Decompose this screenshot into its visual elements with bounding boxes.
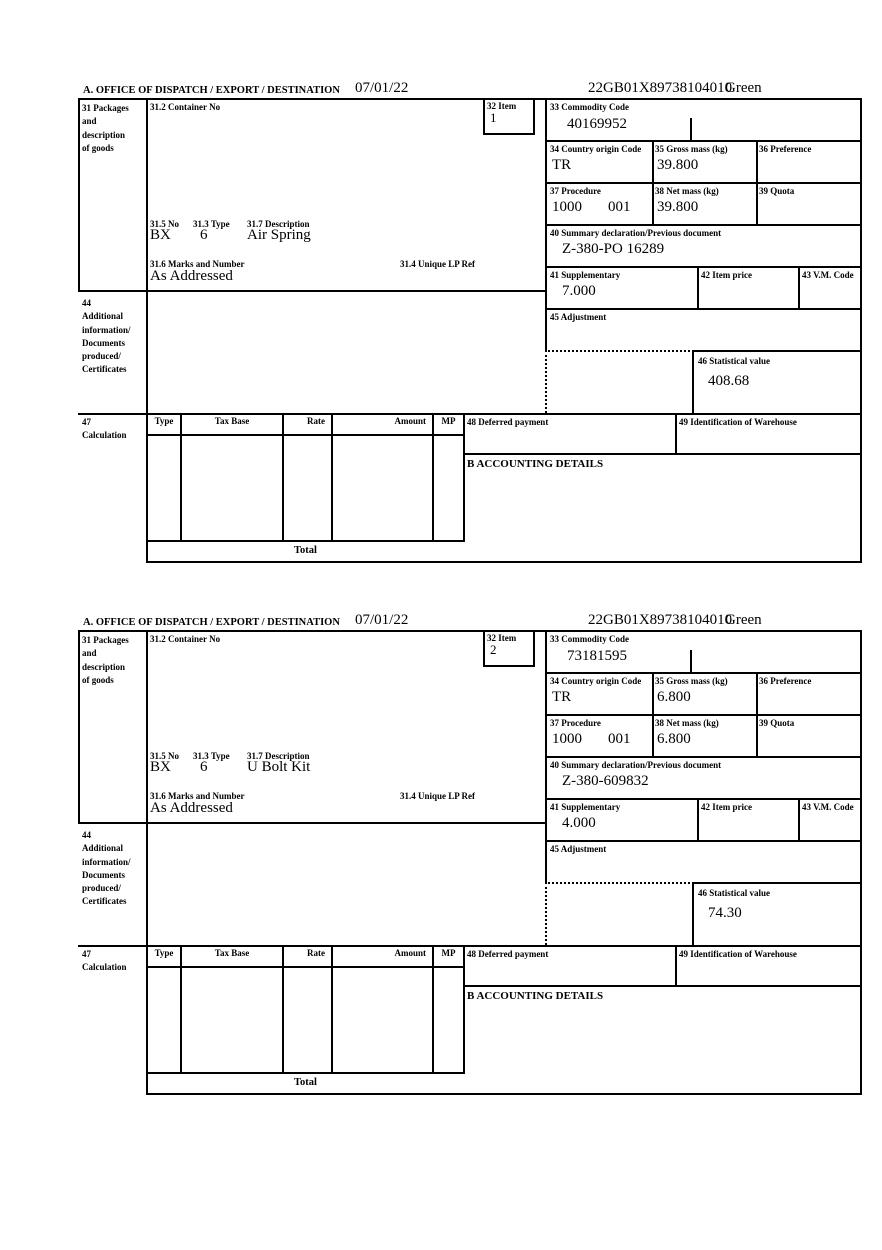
country-origin-value: TR bbox=[552, 689, 572, 705]
calc-header-mp: MP bbox=[441, 948, 456, 958]
section-header bbox=[78, 80, 862, 98]
box43-vm-code-label: 43 V.M. Code bbox=[802, 802, 854, 812]
grid-line bbox=[463, 945, 465, 1072]
box39-quota-label: 39 Quota bbox=[759, 186, 795, 196]
label-line: 47 bbox=[82, 417, 91, 427]
gross-mass-value: 6.800 bbox=[657, 689, 691, 705]
grid-line bbox=[146, 966, 465, 968]
grid-line bbox=[282, 413, 284, 540]
box42-item-price-label: 42 Item price bbox=[701, 802, 752, 812]
label-line: of goods bbox=[82, 142, 114, 153]
box41-supplementary-label: 41 Supplementary bbox=[550, 802, 621, 812]
statistical-value: 408.68 bbox=[708, 373, 750, 389]
box38-net-mass-label: 38 Net mass (kg) bbox=[655, 186, 719, 196]
box33-commodity-code-label: 33 Commodity Code bbox=[550, 634, 629, 644]
box31-6-marks-label: 31.6 Marks and Number bbox=[150, 259, 245, 269]
grid-line bbox=[78, 413, 862, 415]
grid-line bbox=[331, 945, 333, 1072]
grid-line bbox=[545, 714, 862, 716]
grid-line bbox=[483, 630, 485, 665]
label-line: Calculation bbox=[82, 962, 127, 973]
commodity-code-value: 40169952 bbox=[567, 116, 627, 132]
label-line: Additional bbox=[82, 843, 124, 854]
label-line: information/ bbox=[82, 324, 131, 335]
declaration-item-section-1 bbox=[78, 80, 862, 563]
supplementary-value: 7.000 bbox=[562, 283, 596, 299]
declaration-form-grid bbox=[78, 630, 862, 1095]
declaration-form-grid bbox=[78, 98, 862, 563]
box31-4-unique-lp-ref-label: 31.4 Unique LP Ref bbox=[400, 791, 476, 801]
grid-line bbox=[692, 350, 694, 413]
grid-line bbox=[860, 630, 862, 1093]
mrn-value: 22GB01X89738104010 bbox=[588, 80, 733, 96]
grid-line bbox=[483, 98, 485, 133]
grid-line bbox=[483, 133, 535, 135]
box31-2-container-no-label: 31.2 Container No bbox=[150, 102, 221, 112]
grid-line bbox=[78, 98, 862, 100]
box37-procedure-label: 37 Procedure bbox=[550, 186, 601, 196]
dispatch-date: 07/01/22 bbox=[355, 80, 409, 96]
grid-line bbox=[545, 672, 862, 674]
box35-gross-mass-label: 35 Gross mass (kg) bbox=[655, 676, 728, 686]
package-no-value: BX bbox=[150, 759, 171, 775]
grid-line bbox=[545, 756, 862, 758]
grid-line bbox=[146, 630, 148, 1093]
box38-net-mass-label: 38 Net mass (kg) bbox=[655, 718, 719, 728]
box47-calculation-label bbox=[82, 948, 127, 975]
box31-2-container-no-label: 31.2 Container No bbox=[150, 634, 221, 644]
package-no-value: BX bbox=[150, 227, 171, 243]
grid-line bbox=[331, 413, 333, 540]
label-line: 31 Packages bbox=[82, 103, 129, 113]
grid-line bbox=[78, 822, 547, 824]
label-line: information/ bbox=[82, 856, 131, 867]
box31-packages-label bbox=[82, 102, 129, 155]
grid-line bbox=[146, 98, 148, 561]
grid-line bbox=[697, 266, 699, 308]
label-line: 44 bbox=[82, 830, 91, 840]
goods-description-value: Air Spring bbox=[247, 227, 311, 243]
grid-line bbox=[545, 140, 862, 142]
box34-country-origin-label: 34 Country origin Code bbox=[550, 676, 642, 686]
item-number-value: 1 bbox=[490, 110, 497, 125]
label-line: Documents bbox=[82, 337, 125, 348]
statistical-value: 74.30 bbox=[708, 905, 742, 921]
box37-procedure-label: 37 Procedure bbox=[550, 718, 601, 728]
grid-line bbox=[483, 665, 535, 667]
box46-statistical-value-label: 46 Statistical value bbox=[698, 356, 770, 366]
summary-declaration-value: Z-380-609832 bbox=[562, 773, 649, 789]
grid-line bbox=[545, 798, 862, 800]
box32-item-label: 32 Item bbox=[487, 101, 517, 111]
box49-warehouse-label: 49 Identification of Warehouse bbox=[679, 949, 797, 959]
box49-warehouse-label: 49 Identification of Warehouse bbox=[679, 417, 797, 427]
grid-line bbox=[78, 98, 80, 290]
grid-line bbox=[432, 413, 434, 540]
net-mass-value: 39.800 bbox=[657, 199, 699, 215]
marks-and-number-value: As Addressed bbox=[150, 800, 233, 816]
commodity-code-value: 73181595 bbox=[567, 648, 627, 664]
box36-preference-label: 36 Preference bbox=[759, 676, 812, 686]
box44-additional-info-label bbox=[82, 297, 131, 377]
grid-line bbox=[860, 98, 862, 561]
package-type-value: 6 bbox=[200, 227, 208, 243]
grid-line bbox=[798, 266, 800, 308]
routing-indicator: Green bbox=[725, 612, 762, 628]
grid-line bbox=[692, 350, 862, 352]
mrn-value: 22GB01X89738104010 bbox=[588, 612, 733, 628]
box31-7-description-label: 31.7 Description bbox=[247, 751, 310, 761]
box46-statistical-value-label: 46 Statistical value bbox=[698, 888, 770, 898]
box43-vm-code-label: 43 V.M. Code bbox=[802, 270, 854, 280]
grid-line bbox=[282, 945, 284, 1072]
box48-deferred-payment-label: 48 Deferred payment bbox=[467, 417, 549, 427]
box31-4-unique-lp-ref-label: 31.4 Unique LP Ref bbox=[400, 259, 476, 269]
net-mass-value: 6.800 bbox=[657, 731, 691, 747]
box44-additional-info-label bbox=[82, 829, 131, 909]
grid-line bbox=[78, 630, 80, 822]
calc-header-amount: Amount bbox=[394, 416, 426, 426]
grid-line bbox=[146, 561, 862, 563]
calc-header-mp: MP bbox=[441, 416, 456, 426]
calc-header-amount: Amount bbox=[394, 948, 426, 958]
grid-line bbox=[78, 945, 862, 947]
grid-line bbox=[180, 413, 182, 540]
grid-line bbox=[545, 840, 862, 842]
grid-line bbox=[545, 224, 862, 226]
box40-summary-declaration-label: 40 Summary declaration/Previous document bbox=[550, 760, 722, 770]
accounting-details-header: B ACCOUNTING DETAILS bbox=[467, 458, 604, 470]
box42-item-price-label: 42 Item price bbox=[701, 270, 752, 280]
marks-and-number-value: As Addressed bbox=[150, 268, 233, 284]
grid-line bbox=[545, 182, 862, 184]
box31-3-type-label: 31.3 Type bbox=[193, 751, 230, 761]
box48-deferred-payment-label: 48 Deferred payment bbox=[467, 949, 549, 959]
grid-line bbox=[545, 350, 694, 354]
label-line: and bbox=[82, 116, 97, 127]
grid-line bbox=[146, 434, 465, 436]
gross-mass-value: 39.800 bbox=[657, 157, 699, 173]
box40-summary-declaration-label: 40 Summary declaration/Previous document bbox=[550, 228, 722, 238]
box32-item-label: 32 Item bbox=[487, 633, 517, 643]
box33-commodity-code-label: 33 Commodity Code bbox=[550, 102, 629, 112]
label-line: produced/ bbox=[82, 883, 121, 894]
label-line: 47 bbox=[82, 949, 91, 959]
grid-line bbox=[798, 798, 800, 840]
box45-adjustment-label: 45 Adjustment bbox=[550, 844, 607, 854]
grid-line bbox=[545, 882, 694, 886]
grid-line bbox=[78, 630, 862, 632]
calc-header-rate: Rate bbox=[307, 416, 325, 426]
label-line: description bbox=[82, 129, 126, 140]
package-type-value: 6 bbox=[200, 759, 208, 775]
grid-line bbox=[545, 882, 549, 945]
label-line: description bbox=[82, 661, 126, 672]
office-of-dispatch-label: A. OFFICE OF DISPATCH / EXPORT / DESTINATION bbox=[83, 85, 340, 96]
section-header bbox=[78, 612, 862, 630]
procedure-value-1: 1000 bbox=[552, 199, 582, 215]
grid-line bbox=[692, 882, 694, 945]
grid-line bbox=[533, 98, 535, 133]
calc-header-tax-base: Tax Base bbox=[214, 416, 250, 426]
procedure-value-1: 1000 bbox=[552, 731, 582, 747]
grid-line bbox=[533, 630, 535, 665]
office-of-dispatch-label: A. OFFICE OF DISPATCH / EXPORT / DESTINATION bbox=[83, 617, 340, 628]
grid-line bbox=[463, 985, 862, 987]
box31-3-type-label: 31.3 Type bbox=[193, 219, 230, 229]
label-line: Certificates bbox=[82, 896, 127, 907]
grid-line bbox=[690, 118, 692, 140]
procedure-value-2: 001 bbox=[608, 199, 631, 215]
country-origin-value: TR bbox=[552, 157, 572, 173]
grid-line bbox=[545, 266, 862, 268]
grid-line bbox=[463, 453, 862, 455]
grid-line bbox=[146, 1093, 862, 1095]
box31-5-no-label: 31.5 No bbox=[150, 219, 179, 229]
box36-preference-label: 36 Preference bbox=[759, 144, 812, 154]
dispatch-date: 07/01/22 bbox=[355, 612, 409, 628]
accounting-details-header: B ACCOUNTING DETAILS bbox=[467, 990, 604, 1002]
grid-line bbox=[675, 413, 677, 453]
supplementary-value: 4.000 bbox=[562, 815, 596, 831]
grid-line bbox=[180, 945, 182, 1072]
label-line: Documents bbox=[82, 869, 125, 880]
label-line: 31 Packages bbox=[82, 635, 129, 645]
procedure-value-2: 001 bbox=[608, 731, 631, 747]
label-line: of goods bbox=[82, 674, 114, 685]
label-line: and bbox=[82, 648, 97, 659]
goods-description-value: U Bolt Kit bbox=[247, 759, 311, 775]
box35-gross-mass-label: 35 Gross mass (kg) bbox=[655, 144, 728, 154]
calc-header-tax-base: Tax Base bbox=[214, 948, 250, 958]
calc-header-type: Type bbox=[154, 948, 174, 958]
calc-header-rate: Rate bbox=[307, 948, 325, 958]
box47-calculation-label bbox=[82, 416, 127, 443]
grid-line bbox=[146, 540, 465, 542]
routing-indicator: Green bbox=[725, 80, 762, 96]
grid-line bbox=[463, 413, 465, 540]
box31-7-description-label: 31.7 Description bbox=[247, 219, 310, 229]
grid-line bbox=[692, 882, 862, 884]
label-line: Additional bbox=[82, 311, 124, 322]
grid-line bbox=[697, 798, 699, 840]
item-number-value: 2 bbox=[490, 642, 497, 657]
calc-header-type: Type bbox=[154, 416, 174, 426]
grid-line bbox=[545, 308, 862, 310]
label-line: 44 bbox=[82, 298, 91, 308]
total-label: Total bbox=[294, 1077, 317, 1088]
total-label: Total bbox=[294, 545, 317, 556]
box39-quota-label: 39 Quota bbox=[759, 718, 795, 728]
grid-line bbox=[432, 945, 434, 1072]
label-line: produced/ bbox=[82, 351, 121, 362]
grid-line bbox=[78, 290, 547, 292]
grid-line bbox=[675, 945, 677, 985]
box41-supplementary-label: 41 Supplementary bbox=[550, 270, 621, 280]
declaration-item-section-2 bbox=[78, 612, 862, 1095]
box31-packages-label bbox=[82, 634, 129, 687]
box45-adjustment-label: 45 Adjustment bbox=[550, 312, 607, 322]
box31-6-marks-label: 31.6 Marks and Number bbox=[150, 791, 245, 801]
box31-5-no-label: 31.5 No bbox=[150, 751, 179, 761]
grid-line bbox=[146, 1072, 465, 1074]
grid-line bbox=[690, 650, 692, 672]
label-line: Certificates bbox=[82, 364, 127, 375]
summary-declaration-value: Z-380-PO 16289 bbox=[562, 241, 665, 257]
box34-country-origin-label: 34 Country origin Code bbox=[550, 144, 642, 154]
grid-line bbox=[545, 350, 549, 413]
label-line: Calculation bbox=[82, 430, 127, 441]
